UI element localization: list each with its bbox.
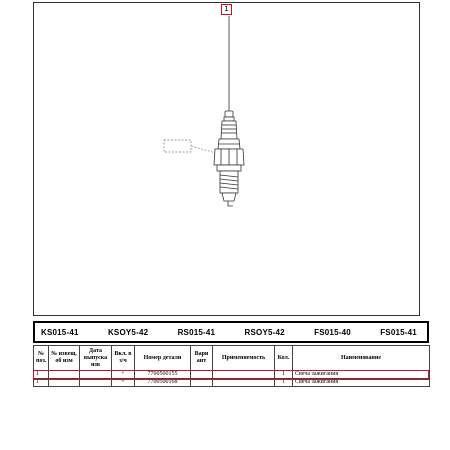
cell-part-number[interactable]: 7700500168 [135,379,191,387]
header-date: Дата выпуска изв [80,346,112,371]
model-label: KSOY5-42 [107,327,149,337]
cell-pos: 1 [34,379,49,387]
cell-variant [191,379,213,387]
cell-notice [49,371,80,379]
header-name: Наименование [293,346,430,371]
header-variant: Вари ант [191,346,213,371]
header-notice: № извещ. об изм [49,346,80,371]
cell-included: + [112,379,135,387]
cell-applicability [213,379,275,387]
header-pos: № поз. [34,346,49,371]
header-applicability: Применяемость [213,346,275,371]
parts-diagram [33,2,420,316]
model-label: KS015-41 [41,327,79,337]
spark-plug-icon [214,111,244,206]
cell-included: + [112,371,135,379]
header-part-number: Номер детали [135,346,191,371]
table-row[interactable] [34,371,430,379]
model-label: FS015-40 [314,327,351,337]
cell-notice [49,379,80,387]
cell-applicability [213,371,275,379]
model-label: RSOY5-42 [244,327,285,337]
table-row[interactable] [34,379,430,387]
model-label: RS015-41 [177,327,216,337]
reference-dashed-box [164,140,191,152]
cell-pos: 1 [34,371,49,379]
model-list-bar [33,321,429,343]
parts-table [33,345,430,387]
model-label: FS015-41 [380,327,417,337]
callout-number[interactable]: 1 [221,4,232,15]
cell-date [80,371,112,379]
header-qty: Кол. [275,346,293,371]
cell-variant [191,371,213,379]
cell-date [80,379,112,387]
table-header-row [34,346,430,371]
cell-part-number[interactable]: 7700500155 [135,371,191,379]
header-included: Вкл. в з/ч [112,346,135,371]
cell-name: Свеча зажигания [293,371,430,379]
cell-name: Свеча зажигания [293,379,430,387]
cell-qty: 1 [275,379,293,387]
spark-plug-illustration [34,3,421,317]
cell-qty: 1 [275,371,293,379]
